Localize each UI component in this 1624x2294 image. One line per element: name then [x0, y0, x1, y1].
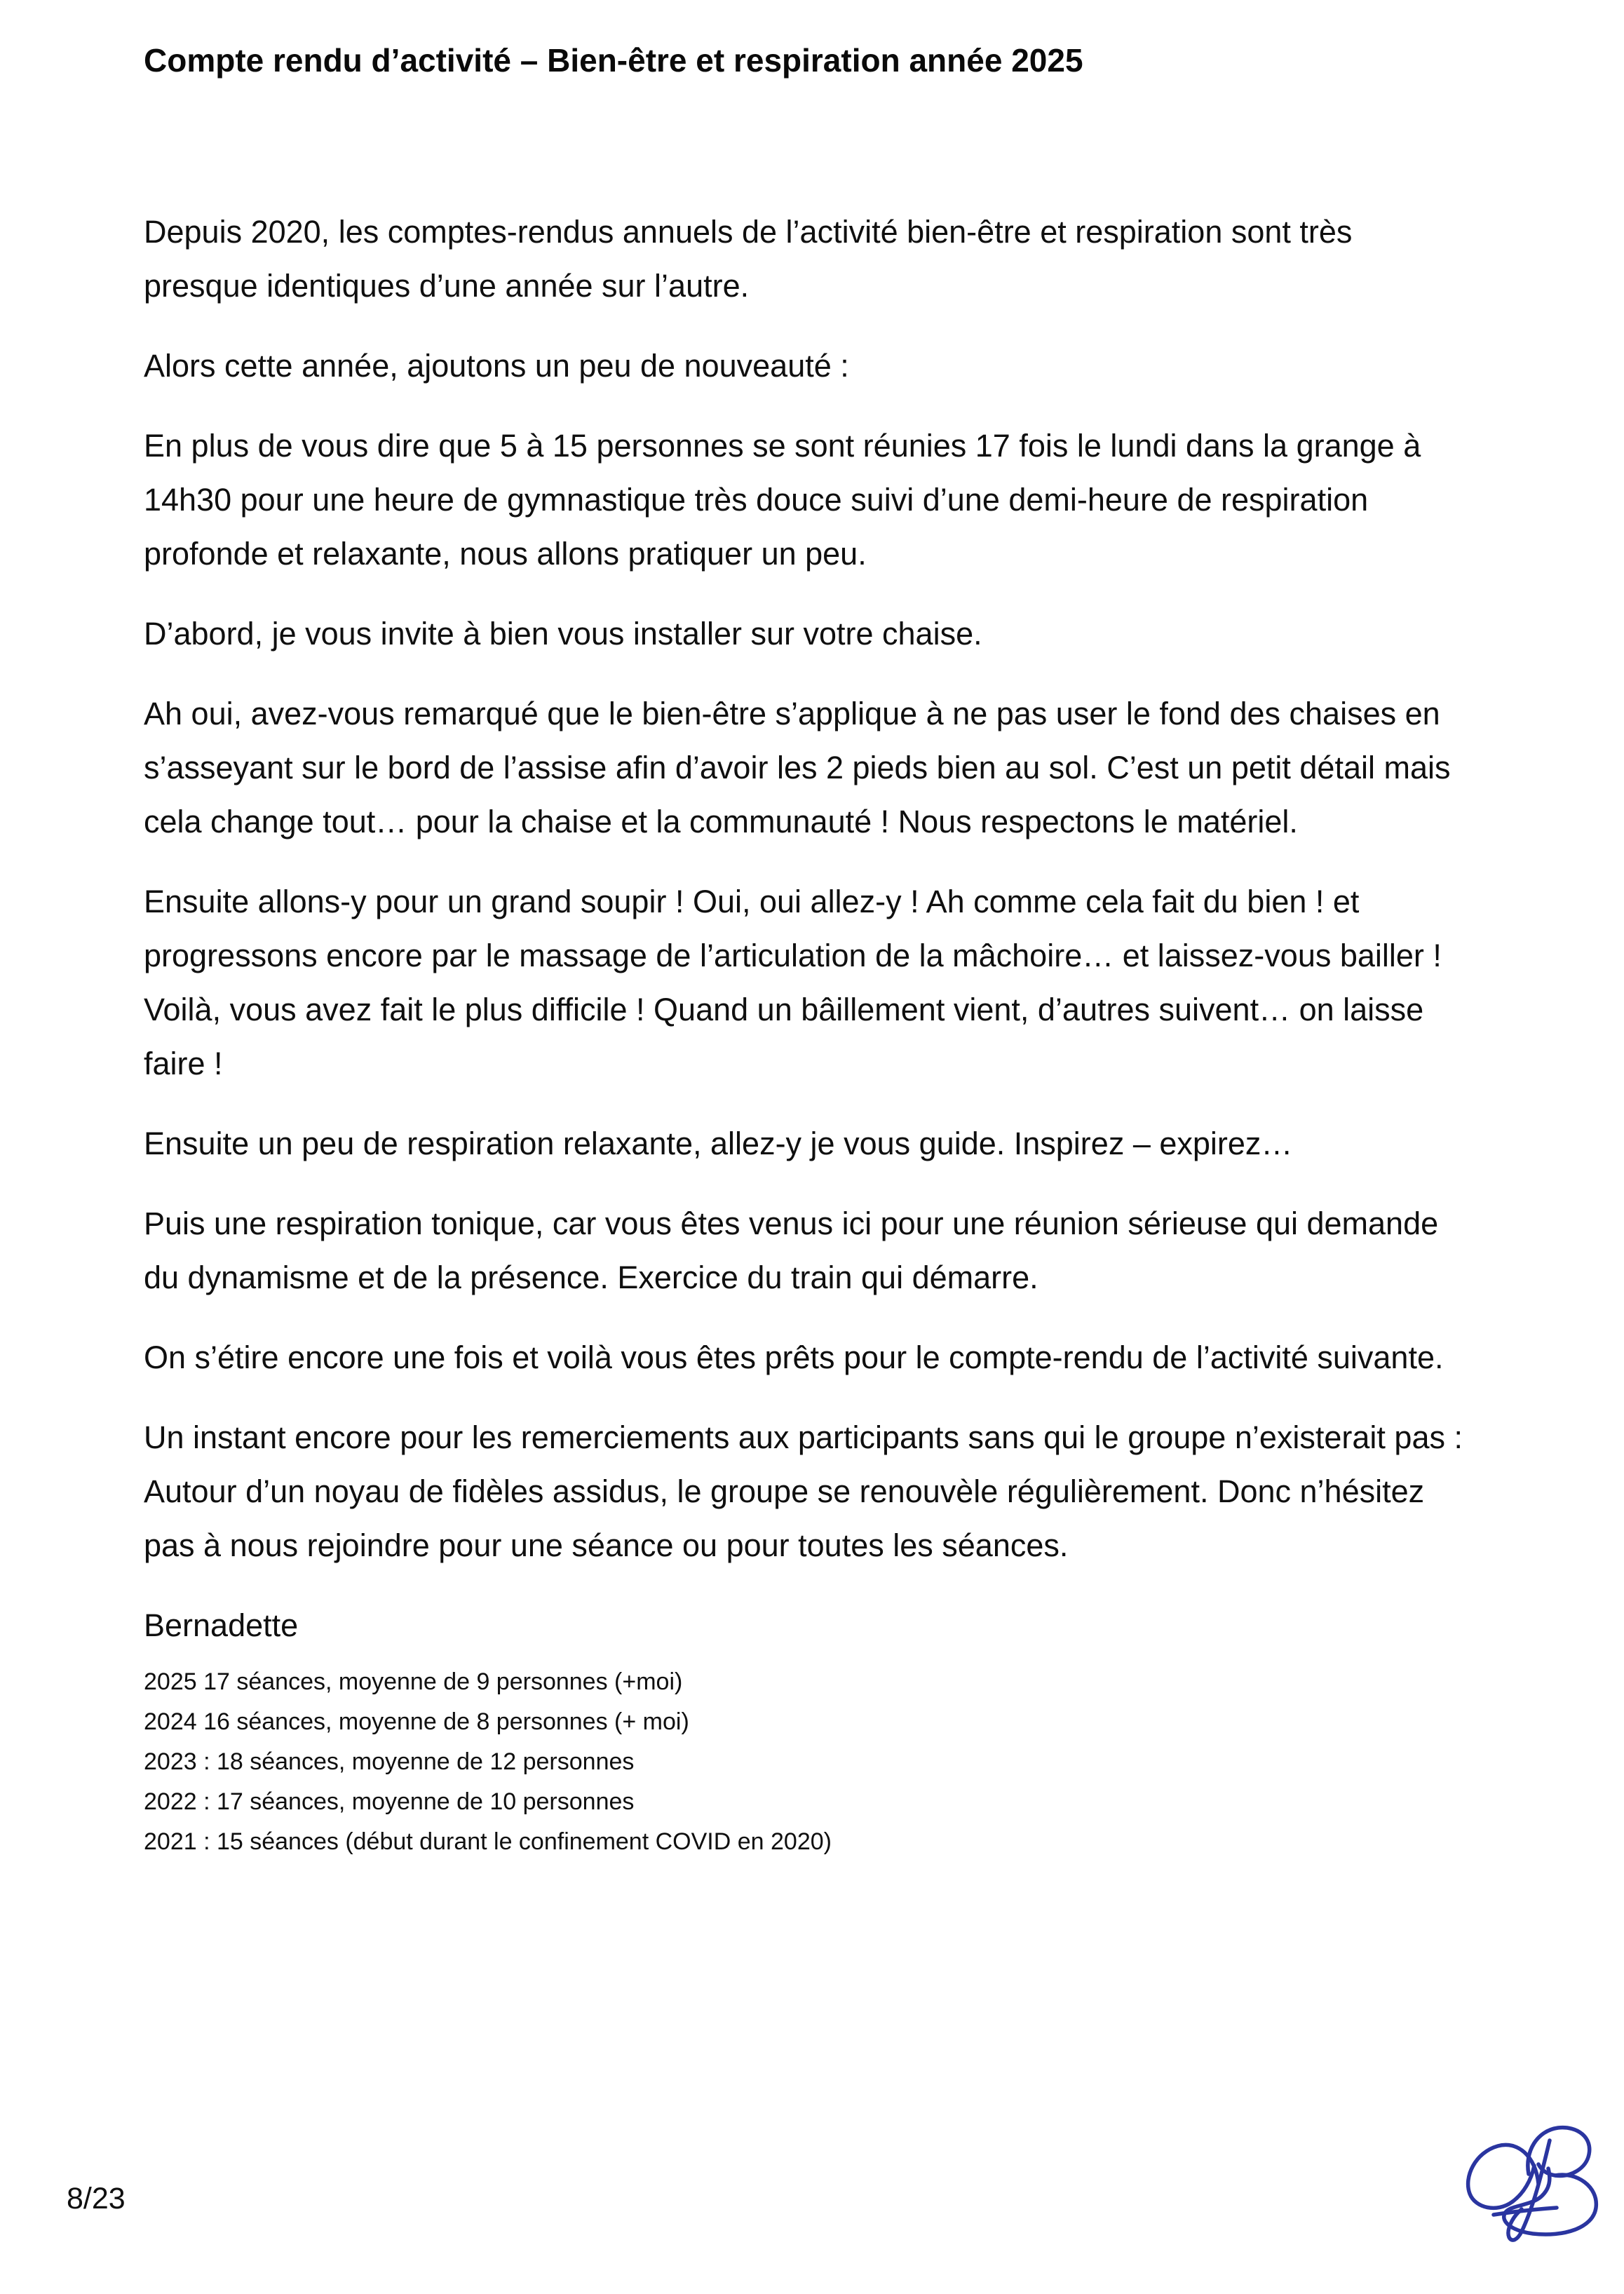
body-paragraph: En plus de vous dire que 5 à 15 personnes se sont réunies 17 fois le lundi dans la grange à 14h30 pour une heure de gymnastique très douce suivi d’une demi-heure de respiration profonde et relaxante, nous allons pratiquer un peu.: [144, 428, 1421, 572]
stats-line-2022: 2022 : 17 séances, moyenne de 10 personnes: [144, 1788, 635, 1815]
signature-scribble: [1439, 2119, 1607, 2260]
body-paragraph: Puis une respiration tonique, car vous êtes venus ici pour une réunion sérieuse qui demande du dynamisme et de la présence. Exercice du train qui démarre.: [144, 1206, 1439, 1295]
body-paragraph: Ensuite allons-y pour un grand soupir ! Oui, oui allez-y ! Ah comme cela fait du bien ! et progressons encore par le massage de l’articulation de la mâchoire… et laissez-vous bailler ! Voilà, vous avez fait le plus difficile ! Quand un bâillement vient, d’autres suivent… on laisse faire !: [144, 884, 1442, 1081]
body-paragraph: Depuis 2020, les comptes-rendus annuels de l’activité bien-être et respiration sont très presque identiques d’une année sur l’autre.: [144, 214, 1353, 304]
body-paragraph: Alors cette année, ajoutons un peu de nouveauté :: [144, 348, 849, 384]
page-number: 8/23: [67, 2182, 126, 2215]
signature-initials-icon: [1439, 2119, 1607, 2260]
stats-line-2024: 2024 16 séances, moyenne de 8 personnes (+ moi): [144, 1708, 689, 1735]
stats-line-2021: 2021 : 15 séances (début durant le confinement COVID en 2020): [144, 1828, 832, 1855]
body-paragraph: On s’étire encore une fois et voilà vous êtes prêts pour le compte-rendu de l’activité suivante.: [144, 1340, 1444, 1375]
document-body: [144, 41, 1466, 1862]
stats-line-2023: 2023 : 18 séances, moyenne de 12 personnes: [144, 1748, 635, 1775]
page-title: Compte rendu d’activité – Bien-être et respiration année 2025: [144, 42, 1083, 79]
author-name: Bernadette: [144, 1607, 299, 1643]
body-paragraph: Ensuite un peu de respiration relaxante, allez-y je vous guide. Inspirez – expirez…: [144, 1126, 1293, 1161]
body-paragraph: Ah oui, avez-vous remarqué que le bien-être s’applique à ne pas user le fond des chaises en s’asseyant sur le bord de l’assise afin d’avoir les 2 pieds bien au sol. C’est un petit détail mais cela change tout… pour la chaise et la communauté ! Nous respectons le matériel.: [144, 696, 1451, 839]
stats-line-2025: 2025 17 séances, moyenne de 9 personnes (+moi): [144, 1668, 683, 1695]
body-paragraph: Un instant encore pour les remerciements aux participants sans qui le groupe n’existerait pas : Autour d’un noyau de fidèles assidus, le groupe se renouvèle régulièrement. Donc n’hésitez pas à nous rejoindre pour une séance ou pour toutes les séances.: [144, 1419, 1463, 1563]
yearly-stats-list: [144, 1662, 1466, 1862]
body-paragraph: D’abord, je vous invite à bien vous installer sur votre chaise.: [144, 616, 982, 652]
